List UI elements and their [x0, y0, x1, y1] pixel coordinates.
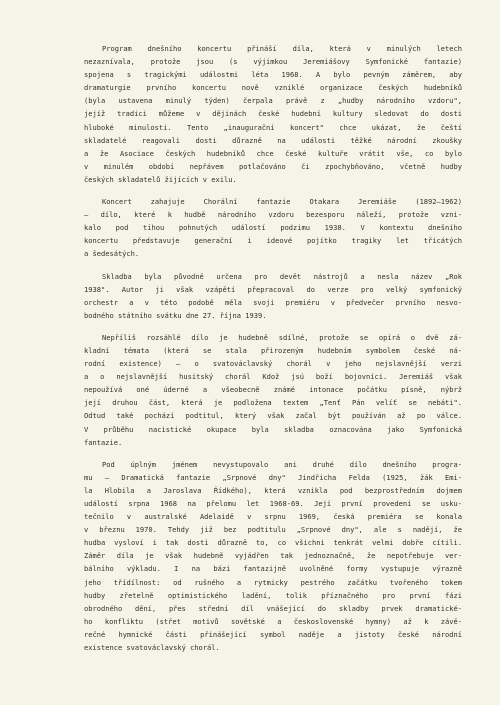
- text-line: la Hlobila a Jaroslava Řídkého), která vznikla pod bezprostředním dojmem: [84, 485, 462, 495]
- text-line: hudby zřetelně optimistického ladění, tolik příznačného pro první fázi: [84, 590, 462, 600]
- text-line: existence svatováclavský chorál.: [84, 643, 220, 653]
- text-line: a o nejslavnější husitský chorál Kdož jsú boží bojovníci. Jeremiáš však: [84, 372, 462, 382]
- paragraph-gap: [84, 186, 462, 195]
- text-line: 1938". Autor ji však vzápětí přepracoval do verze pro velký symfonický: [84, 284, 462, 294]
- text-line: skladatelé reagovali dosti důrazně na události těžké národní zkoušky: [84, 135, 462, 145]
- text-line: rečné hymnické části přinášející symbol naděje a jistoty české národní: [84, 629, 462, 639]
- text-line: dramaturgie prvního koncertu nově vzniklé organizace českých hudebníků: [84, 83, 462, 93]
- text-line: Koncert zahajuje Chorální fantazie Otakara Jeremiáše (1892—1962): [102, 197, 462, 207]
- paragraph-gap: [84, 261, 462, 270]
- text-line: mu — Dramatická fantazie „Srpnové dny" Jindřicha Felda (1925, žák Emi-: [84, 472, 462, 482]
- text-line: jejíž tradici můžeme v dějinách české hudební kultury sledovat do dosti: [84, 109, 462, 119]
- text-line: tečnilo v australské Adelaidě v srpnu 1969, česká premiéra se konala: [84, 512, 462, 522]
- text-line: Program dnešního koncertu přináší díla, která v minulých letech: [102, 44, 462, 53]
- text-line: a že Asociace českých hudebníků chce české kultuře vrátit vše, co bylo: [84, 148, 462, 158]
- text-line: Pod úplným jménem nevystupovalo ani druhé dílo dnešního progra-: [102, 459, 462, 469]
- text-line: a šedesátých.: [84, 249, 140, 259]
- text-line: nepoužívá oné úderné a všeobecně známé intonace počátku písně, nýbrž: [84, 385, 462, 395]
- text-line: V průběhu nacistické okupace byla skladba oznacována jako Symfonická: [84, 424, 462, 434]
- text-line: událostí srpna 1968 na přelomu let 1968-69. Její první provedení se usku-: [84, 499, 462, 508]
- text-line: bodného státního svátku dne 27. října 1939.: [84, 310, 267, 320]
- text-line: — dílo, které k hudbě národního vzdoru bezesporu náleží, protože vzni-: [84, 210, 462, 220]
- text-line: orchestr a v této podobě měla svoji premiéru v předvečer prvního nesvo-: [84, 297, 462, 307]
- paragraph-origin: [84, 270, 462, 322]
- text-line: její druhou část, která je podložena textem „Tenť Pán velíť se nebáti".: [84, 398, 462, 408]
- paragraph-intro: [84, 42, 462, 186]
- text-line: Záměr díla je však hudebně vyjádřen tak jednoznačně, že nepotřebuje ver-: [84, 551, 462, 561]
- text-line: Skladba byla původně určena pro devět nástrojů a nesla název „Rok: [102, 271, 462, 281]
- text-line: Odtud také pochází podtitul, který však začal být používán až po válce.: [84, 411, 462, 421]
- text-line: nezaznívala, protože jsou (s výjimkou Jeremiášovy Symfonické fantazie): [84, 57, 462, 67]
- paragraph-gap: [84, 322, 462, 331]
- text-line: jeho třídílnost: od rušného a rytmicky pestrého začátku tvořeného tokem: [84, 577, 462, 587]
- text-line: koncertu představuje generační i ideové pojítko tragiky let třicátých: [84, 236, 462, 246]
- paragraph-themes: [84, 331, 462, 449]
- text-line: hudba vysloví i tak dosti důrazně to, co všichni tenkrát velmi dobře cítili.: [84, 538, 462, 548]
- text-line: rodní existence) — o svatováclavský chorál v jeho nejslavnější verzi: [84, 359, 462, 369]
- text-line: ho konfliktu (střet motivů sovětské a československé hymny) až k závě-: [84, 616, 462, 626]
- text-line: spojena s tragickými událostmi léta 1968. A bylo pevným záměrem, aby: [84, 70, 462, 80]
- text-line: obrodného dění, přes střední díl vnášející do skladby prvek dramatické-: [84, 603, 462, 613]
- text-line: kladní témata (která se stala přirozeným hudebním symbolem české ná-: [84, 345, 462, 355]
- text-line: českých skladatelů žijících v exilu.: [84, 174, 237, 184]
- text-line: Nepříliš rozsáhlé dílo je hudebně sdílné, protože se opírá o dvě zá-: [102, 332, 462, 342]
- document-page: [84, 42, 462, 654]
- text-line: fantazie.: [84, 437, 123, 447]
- text-line: v minulém období nepřávem potlačováno či zpochybňováno, včetně hudby: [84, 161, 462, 171]
- text-line: bálního výkladu. I na bázi fantazijně uvolněné formy vystupuje výrazně: [84, 564, 462, 574]
- text-line: kalo pod tíhou pohnutých událostí podzimu 1938. V kontextu dnešního: [84, 223, 462, 233]
- paragraph-jeremias: [84, 195, 462, 260]
- text-line: hluboké minulosti. Tento „inaugurační koncert" chce ukázat, že čeští: [84, 122, 462, 132]
- text-line: v březnu 1970. Tehdy již bez podtitulu „Srpnové dny", ale s nadějí, že: [84, 525, 462, 535]
- text-line: (byla ustavena minulý týden) čerpala právě z „hudby národního vzdoru",: [84, 96, 462, 106]
- paragraph-gap: [84, 449, 462, 458]
- paragraph-feld: [84, 458, 462, 654]
